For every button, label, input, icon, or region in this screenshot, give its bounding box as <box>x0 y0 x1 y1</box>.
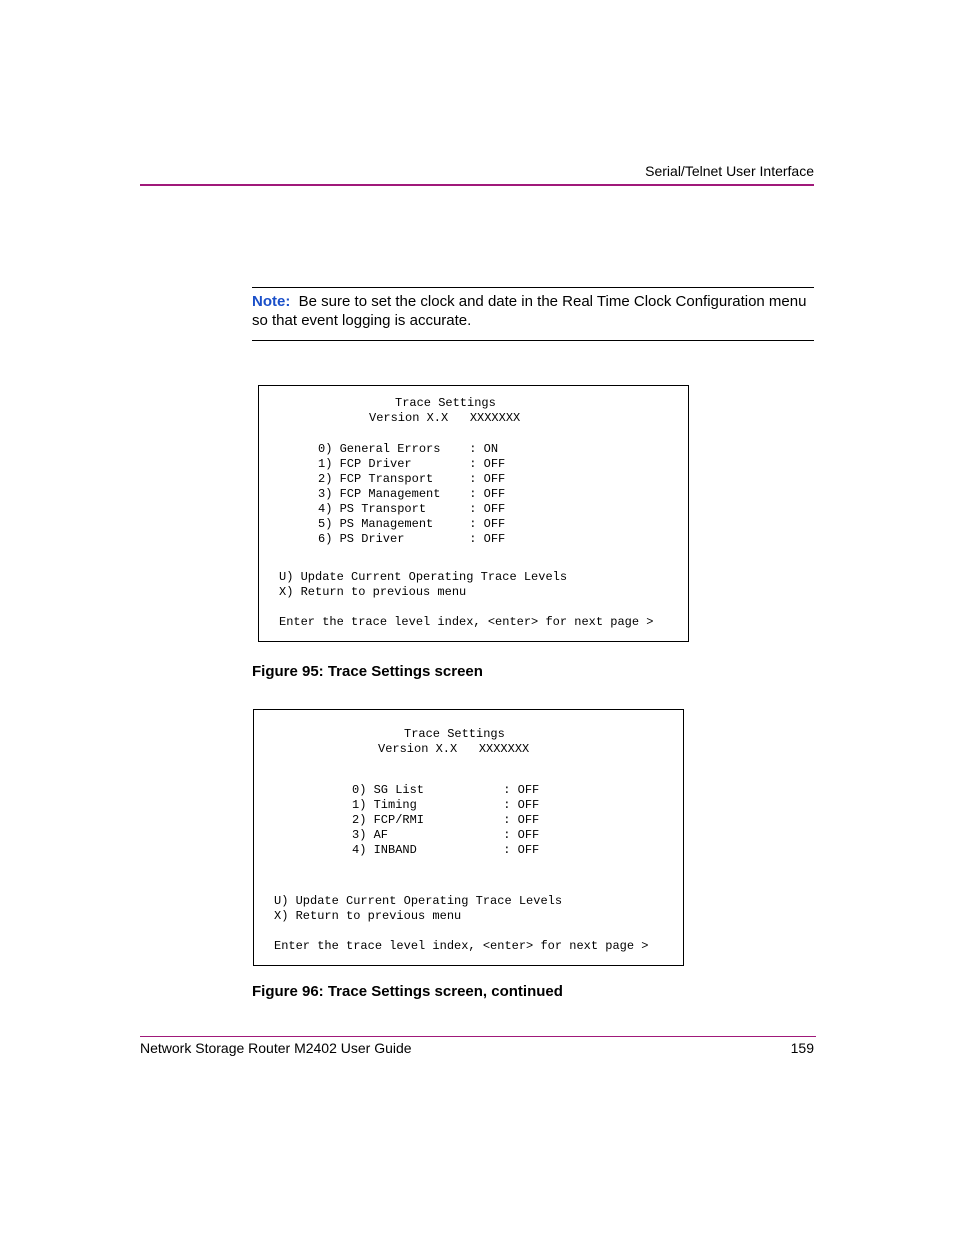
menu-item: 3) FCP Management : OFF <box>318 487 506 501</box>
return-option: X) Return to previous menu <box>279 585 467 599</box>
trace-settings-screen <box>258 385 689 642</box>
note-bottom-rule <box>252 340 814 341</box>
menu-item: 4) PS Transport : OFF <box>318 502 506 516</box>
menu-item: 3) AF : OFF <box>352 828 540 842</box>
figure-caption: Figure 96: Trace Settings screen, continued <box>252 983 563 1000</box>
figure-caption: Figure 95: Trace Settings screen <box>252 663 483 680</box>
update-option: U) Update Current Operating Trace Levels <box>279 570 568 584</box>
note-text: Be sure to set the clock and date in the Real Time Clock Configuration menu so that event logging is accurate. <box>252 293 807 329</box>
menu-item: 2) FCP Transport : OFF <box>318 472 506 486</box>
note-label: Note: <box>252 293 291 310</box>
input-prompt: Enter the trace level index, <enter> for next page > <box>274 939 649 953</box>
note <box>252 292 814 330</box>
screen-version: Version X.X XXXXXXX <box>378 742 530 756</box>
footer-guide-title: Network Storage Router M2402 User Guide <box>140 1040 412 1056</box>
menu-item: 2) FCP/RMI : OFF <box>352 813 540 827</box>
running-header: Serial/Telnet User Interface <box>645 163 814 179</box>
screen-title: Trace Settings <box>395 396 496 410</box>
menu-item: 4) INBAND : OFF <box>352 843 540 857</box>
trace-settings-screen-continued <box>253 709 684 966</box>
menu-item: 5) PS Management : OFF <box>318 517 506 531</box>
input-prompt: Enter the trace level index, <enter> for next page > <box>279 615 654 629</box>
menu-item: 6) PS Driver : OFF <box>318 532 506 546</box>
page-number: 159 <box>790 1040 814 1056</box>
screen-title: Trace Settings <box>404 727 505 741</box>
return-option: X) Return to previous menu <box>274 909 462 923</box>
menu-item: 1) FCP Driver : OFF <box>318 457 506 471</box>
footer-rule <box>140 1036 816 1037</box>
note-top-rule <box>252 287 814 288</box>
menu-item: 0) General Errors : ON <box>318 442 499 456</box>
menu-item: 1) Timing : OFF <box>352 798 540 812</box>
menu-item: 0) SG List : OFF <box>352 783 540 797</box>
screen-version: Version X.X XXXXXXX <box>369 411 521 425</box>
update-option: U) Update Current Operating Trace Levels <box>274 894 563 908</box>
header-rule <box>140 184 814 186</box>
